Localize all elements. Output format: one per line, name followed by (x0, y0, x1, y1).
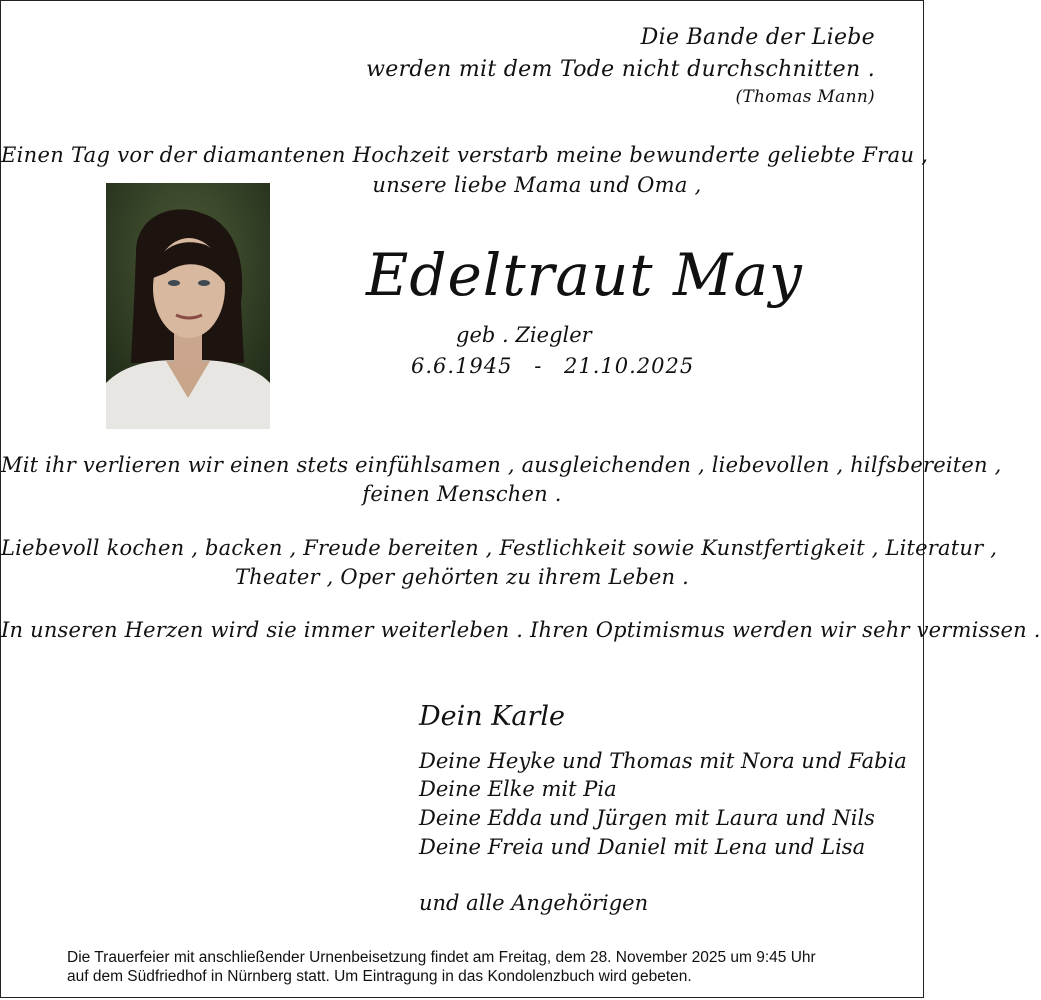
tribute-p1-line-2: feinen Menschen . (362, 482, 562, 506)
birth-name: geb . Ziegler (456, 323, 592, 347)
quote-line-1: Die Bande der Liebe (640, 25, 875, 50)
funeral-info (67, 948, 816, 986)
funeral-info-line-1: Die Trauerfeier mit anschließender Urnenbeisetzung findet am Freitag, dem 28. November 2025 um 9:45 Uhr (67, 949, 816, 966)
intro-line-1: Einen Tag vor der diamantenen Hochzeit verstarb meine bewunderte geliebte Frau , (1, 143, 929, 167)
tribute-p2-line-1: Liebevoll kochen , backen , Freude bereiten , Festlichkeit sowie Kunstfertigkeit , Literatur , (1, 536, 998, 560)
funeral-info-line-2: auf dem Südfriedhof in Nürnberg statt. Um Eintragung in das Kondolenzbuch wird gebeten. (67, 968, 692, 985)
other-relatives: und alle Angehörigen (419, 891, 649, 915)
tribute-p1-line-1: Mit ihr verlieren wir einen stets einfühlsamen , ausgleichenden , liebevollen , hilfsbereiten , (1, 453, 1002, 477)
family-line-2: Deine Elke mit Pia (419, 777, 617, 801)
portrait-photo (106, 183, 270, 429)
quote-line-2: werden mit dem Tode nicht durchschnitten . (366, 57, 875, 82)
death-date: 21.10.2025 (564, 354, 695, 378)
date-separator: - (534, 354, 543, 378)
family-line-1: Deine Heyke und Thomas mit Nora und Fabia (419, 749, 907, 773)
spouse-signature: Dein Karle (419, 701, 566, 732)
family-line-4: Deine Freia und Daniel mit Lena und Lisa (419, 835, 866, 859)
family-line-3: Deine Edda und Jürgen mit Laura und Nils (419, 806, 875, 830)
deceased-name: Edeltraut May (366, 241, 803, 309)
portrait-illustration (106, 183, 270, 429)
life-dates (411, 354, 694, 378)
tribute-p3: In unseren Herzen wird sie immer weiterleben . Ihren Optimismus werden wir sehr vermissen . (1, 618, 1041, 642)
quote-author: (Thomas Mann) (735, 87, 875, 107)
tribute-p2-line-2: Theater , Oper gehörten zu ihrem Leben . (234, 565, 690, 589)
intro-line-2: unsere liebe Mama und Oma , (372, 173, 702, 197)
birth-date: 6.6.1945 (411, 354, 513, 378)
